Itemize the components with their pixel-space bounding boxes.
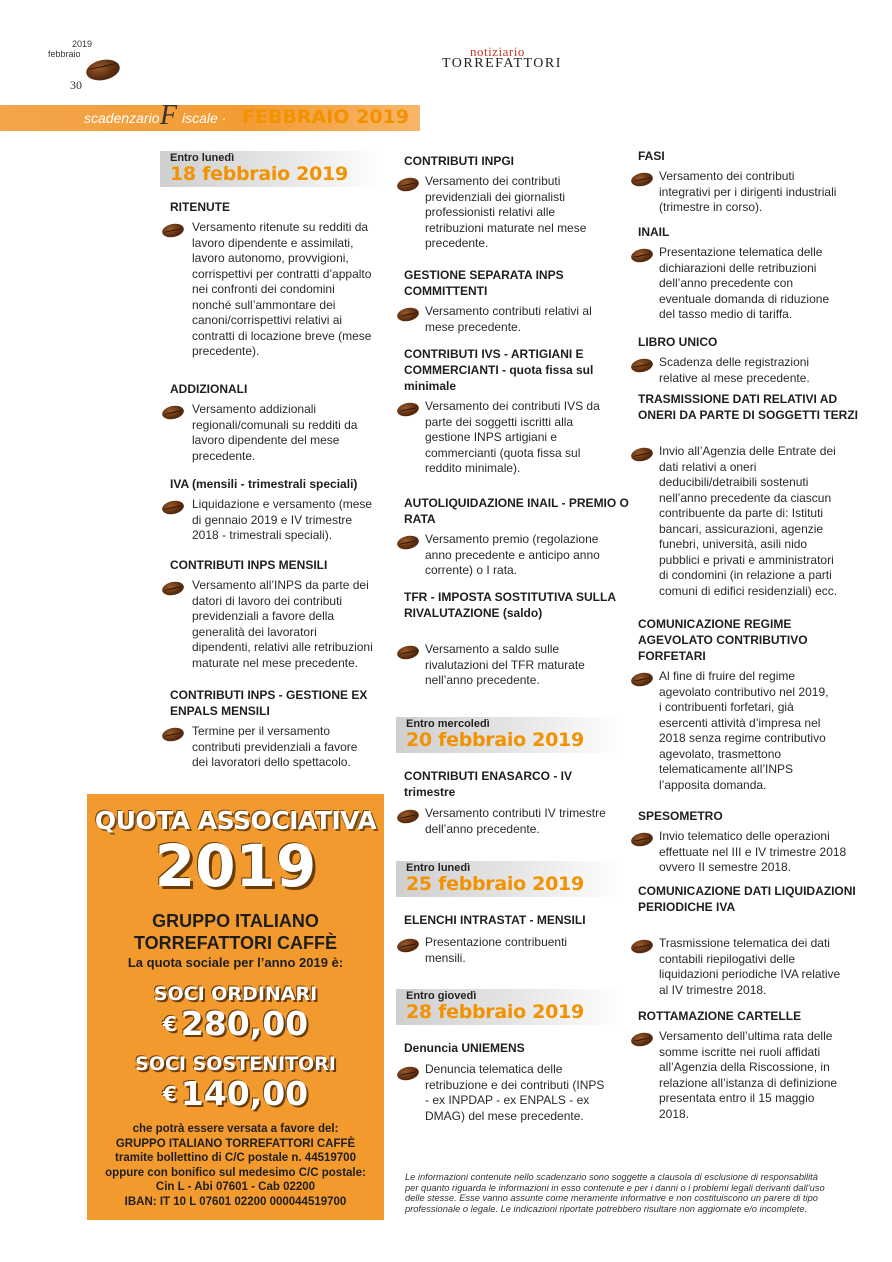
date-box-20-feb (396, 717, 621, 753)
coffee-bean-icon (161, 404, 185, 421)
deadline-text: Versamento dei contributi IVS da parte dei soggetti iscritti alla gestione INPS artigiani e commercianti (quota fissa sul reddito minimale). (425, 399, 600, 475)
deadline-text: Versamento dei contributi integrativi per i dirigenti industriali (trimestre in corso). (659, 169, 837, 214)
deadline-heading: CONTRIBUTI INPS MENSILI (170, 558, 328, 572)
promo-year: 2019 (154, 832, 317, 900)
deadline-text: Scadenza delle registrazioni relative al mese precedente. (659, 355, 810, 385)
brand-torrefattori: TORREFATTORI (442, 56, 562, 71)
deadline-text: Invio all’Agenzia delle Entrate dei dati relativi a oneri deducibili/detraibili sostenuti nell’anno precedente da ciascun contribuente da parte di: Istituti bancari, assicurazioni, agenzie funebri, università, asili nido pubblici e privati e amministratori di condomini (in relazione a parti comuni di edifici residenziali) ecc. (659, 444, 838, 598)
deadline-text: Versamento contributi IV trimestre dell’anno precedente. (425, 806, 606, 836)
promo-intro: La quota sociale per l’anno 2019 è: (127, 955, 344, 970)
deadline-text: Termine per il versamento contributi previdenziali a favore dei lavoratori dello spettacolo. (192, 724, 358, 769)
deadline-heading: COMUNICAZIONE DATI LIQUIDAZIONI PERIODICHE IVA (638, 884, 856, 914)
deadline-heading: ELENCHI INTRASTAT - MENSILI (404, 913, 586, 927)
deadline-heading: INAIL (638, 225, 670, 239)
promo-group-name: GRUPPO ITALIANO TORREFATTORI CAFFÈ (133, 911, 337, 953)
date-label: Entro lunedì (406, 862, 471, 874)
header-year: 2019 (71, 39, 92, 49)
promo-category-sostenitori: SOCI SOSTENITORI (135, 1053, 336, 1075)
deadline-heading: CONTRIBUTI INPS - GESTIONE EX ENPALS MENSILI (170, 688, 368, 718)
coffee-bean-icon (630, 1031, 654, 1048)
deadline-text: Liquidazione e versamento (mese di gennaio 2019 e IV trimestre 2018 - trimestrali speciali). (192, 497, 373, 542)
deadline-heading: SPESOMETRO (638, 809, 723, 823)
page-number: 30 (70, 78, 82, 92)
deadline-heading: TFR - IMPOSTA SOSTITUTIVA SULLA RIVALUTAZIONE (saldo) (404, 590, 616, 620)
date-label: Entro giovedì (406, 990, 477, 1002)
date-label: Entro lunedì (170, 152, 235, 164)
brand-notiziario: notiziario (470, 44, 525, 59)
coffee-bean-icon (396, 401, 420, 418)
deadline-text: Presentazione telematica delle dichiarazioni delle retribuzioni dell’anno precedente con eventuale domanda di riduzione del tasso medio di tariffa. (659, 245, 830, 321)
deadline-text: Invio telematico delle operazioni effettuate nel III e IV trimestre 2018 ovvero II semestre 2018. (659, 829, 847, 874)
deadline-heading: FASI (638, 149, 665, 163)
promo-title: QUOTA ASSOCIATIVA (94, 806, 377, 835)
deadline-heading: GESTIONE SEPARATA INPS COMMITTENTI (404, 268, 564, 298)
coffee-bean-icon (396, 176, 420, 193)
deadline-heading: CONTRIBUTI IVS - ARTIGIANI E COMMERCIANTI - quota fissa sul minimale (404, 347, 594, 393)
deadline-heading: IVA (mensili - trimestrali speciali) (170, 477, 358, 491)
date-label: Entro mercoledì (406, 718, 490, 730)
coffee-bean-icon (396, 534, 420, 551)
date-value: 25 febbraio 2019 (406, 873, 584, 895)
coffee-bean-icon (161, 580, 185, 597)
coffee-bean-icon (396, 306, 420, 323)
coffee-bean-icon (161, 222, 185, 239)
deadline-text: Trasmissione telematica dei dati contabili riepilogativi delle liquidazioni periodiche IVA relative al IV trimestre 2018. (659, 936, 841, 997)
disclaimer: Le informazioni contenute nello scadenzario sono soggette a clausola di esclusione di responsabilità per quanto riguarda le informazioni in esso contenute e per i danni o i problemi legali derivanti dall’uso delle stesse. Esse vanno assunte come meramente informative e non costituiscono un parere di tipo professionale o legale. Le indicazioni riportate potrebbero risultare non aggiornate e/o incomplete. (405, 1172, 825, 1214)
banner-month-title: FEBBRAIO 2019 (242, 106, 409, 128)
deadline-heading: CONTRIBUTI ENASARCO - IV trimestre (404, 769, 572, 799)
deadline-heading: Denuncia UNIEMENS (404, 1041, 525, 1055)
promo-price-sostenitori: € 140,00 (162, 1074, 309, 1113)
date-box-18-feb (160, 151, 385, 187)
deadline-heading: AUTOLIQUIDAZIONE INAIL - PREMIO O RATA (404, 496, 629, 526)
date-value: 28 febbraio 2019 (406, 1001, 584, 1023)
deadline-text: Versamento a saldo sulle rivalutazioni del TFR maturate nell’anno precedente. (425, 642, 585, 687)
deadline-text: Versamento dei contributi previdenziali dei giornalisti professionisti relativi alle retribuzioni maturate nel mese precedente. (425, 174, 587, 250)
date-box-28-feb (396, 989, 621, 1025)
banner-section-suffix: iscale · (182, 110, 227, 126)
deadline-heading: COMUNICAZIONE REGIME AGEVOLATO CONTRIBUTIVO FORFETARI (638, 617, 808, 663)
deadline-heading: LIBRO UNICO (638, 335, 718, 349)
deadline-heading: CONTRIBUTI INPGI (404, 154, 514, 168)
date-value: 20 febbraio 2019 (406, 729, 584, 751)
deadline-heading: ROTTAMAZIONE CARTELLE (638, 1009, 802, 1023)
deadline-text: Denuncia telematica delle retribuzione e dei contributi (INPS - ex INPDAP - ex ENPALS - ex DMAG) del mese precedente. (425, 1062, 605, 1123)
coffee-bean-icon (84, 57, 121, 84)
deadline-text: Versamento addizionali regionali/comunali su redditi da lavoro dipendente del mese precedente. (192, 402, 358, 463)
deadline-heading: ADDIZIONALI (170, 382, 248, 396)
banner-section-letter: F (160, 100, 178, 131)
coffee-bean-icon (630, 357, 654, 374)
deadline-text: Versamento dell’ultima rata delle somme iscritte nei ruoli affidati all’Agenzia della Riscossione, in relazione all’istanza di definizione presentata entro il 15 maggio 2018. (659, 1029, 838, 1121)
banner-section-prefix: scadenzario (84, 110, 160, 126)
coffee-bean-icon (396, 644, 420, 661)
coffee-bean-icon (396, 808, 420, 825)
deadline-heading: TRASMISSIONE DATI RELATIVI AD ONERI DA PARTE DI SOGGETTI TERZI (638, 392, 859, 422)
coffee-bean-icon (161, 499, 185, 516)
coffee-bean-icon (161, 726, 185, 743)
date-box-25-feb (396, 861, 621, 897)
deadline-text: Versamento contributi relativi al mese precedente. (425, 304, 592, 334)
date-value: 18 febbraio 2019 (170, 163, 348, 185)
deadline-heading: RITENUTE (170, 200, 230, 214)
deadline-text: Presentazione contribuenti mensili. (425, 935, 568, 965)
deadline-text: Versamento all’INPS da parte dei datori di lavoro dei contributi previdenziali a favore della generalità dei lavoratori dipendenti, relativi alle retribuzioni maturate nel mese precedente. (192, 578, 373, 670)
header-month: febbraio (48, 49, 81, 59)
coffee-bean-icon (396, 937, 420, 954)
promo-price-ordinari: € 280,00 (162, 1004, 309, 1043)
coffee-bean-icon (396, 1065, 420, 1082)
deadline-text: Versamento premio (regolazione anno precedente e anticipo anno corrente) o I rata. (425, 532, 600, 577)
promo-category-ordinari: SOCI ORDINARI (153, 983, 318, 1005)
deadline-text: Versamento ritenute su redditi da lavoro dipendente e assimilati, lavoro autonomo, provvigioni, corrispettivi per contratti d’appalto nei confronti dei condomini nonché sull’ammontare dei canoni/corrispettivi relativi ai contratti di locazione breve (mese precedente). (192, 220, 372, 358)
promo-payment-info: che potrà essere versata a favore del: GRUPPO ITALIANO TORREFATTORI CAFFÈ tramite bollettino di C/C postale n. 44519700 oppure con bonifico sul medesimo C/C postale: Cin L - Abi 07601 - Cab 02200 IBAN: IT 10 L 07601 02200 000044519700 (105, 1123, 366, 1208)
deadline-text: Al fine di fruire del regime agevolato contributivo nel 2019, i contribuenti forfetari, già esercenti attività d’impresa nel 2018 senza regime contributivo agevolato, trasmettono telematicamente all’INPS l’apposita domanda. (659, 669, 829, 792)
